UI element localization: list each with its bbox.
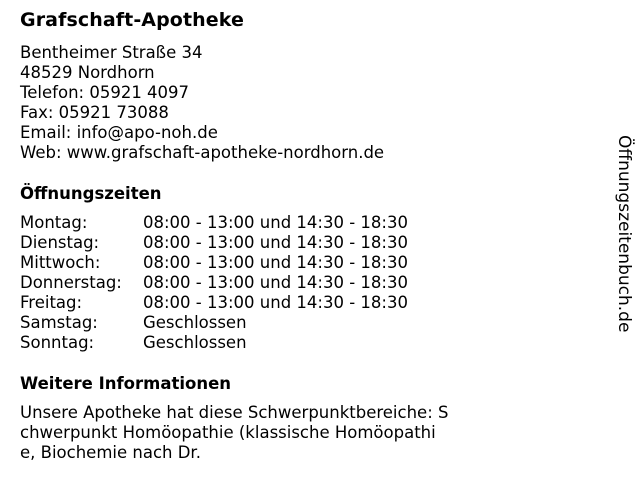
hours-row-sunday <box>20 333 408 353</box>
hours-row-saturday <box>20 313 408 333</box>
opening-hours-table <box>20 213 408 353</box>
day-label: Dienstag: <box>20 233 100 252</box>
time-value: 08:00 - 13:00 und 14:30 - 18:30 <box>143 213 408 232</box>
address-city: 48529 Nordhorn <box>20 63 155 82</box>
day-label: Donnerstag: <box>20 273 122 292</box>
time-value: 08:00 - 13:00 und 14:30 - 18:30 <box>143 253 408 272</box>
day-label: Freitag: <box>20 293 83 312</box>
fax-line: Fax: 05921 73088 <box>20 103 169 122</box>
day-label: Samstag: <box>20 313 98 332</box>
hours-row-tuesday <box>20 233 408 253</box>
hours-row-thursday <box>20 273 408 293</box>
time-value: 08:00 - 13:00 und 14:30 - 18:30 <box>143 273 408 292</box>
day-label: Montag: <box>20 213 88 232</box>
more-info-heading: Weitere Informationen <box>20 374 232 393</box>
time-value: Geschlossen <box>143 333 247 352</box>
hours-row-monday <box>20 213 408 233</box>
hours-row-wednesday <box>20 253 408 273</box>
page-title: Grafschaft-Apotheke <box>20 9 244 31</box>
opening-hours-heading: Öffnungszeiten <box>20 184 162 203</box>
email-line: Email: info@apo-noh.de <box>20 123 218 142</box>
time-value: Geschlossen <box>143 313 247 332</box>
time-value: 08:00 - 13:00 und 14:30 - 18:30 <box>143 293 408 312</box>
day-label: Mittwoch: <box>20 253 101 272</box>
contact-block <box>20 43 384 163</box>
web-line: Web: www.grafschaft-apotheke-nordhorn.de <box>20 143 385 162</box>
watermark-text: Öffnungszeitenbuch.de <box>614 135 634 333</box>
time-value: 08:00 - 13:00 und 14:30 - 18:30 <box>143 233 408 252</box>
day-label: Sonntag: <box>20 333 95 352</box>
address-street: Bentheimer Straße 34 <box>20 43 203 62</box>
more-info-text: Unsere Apotheke hat diese Schwerpunktbereiche: Schwerpunkt Homöopathie (klassische Homöopathie, Biochemie nach Dr. <box>20 403 449 462</box>
phone-line: Telefon: 05921 4097 <box>20 83 190 102</box>
hours-row-friday <box>20 293 408 313</box>
